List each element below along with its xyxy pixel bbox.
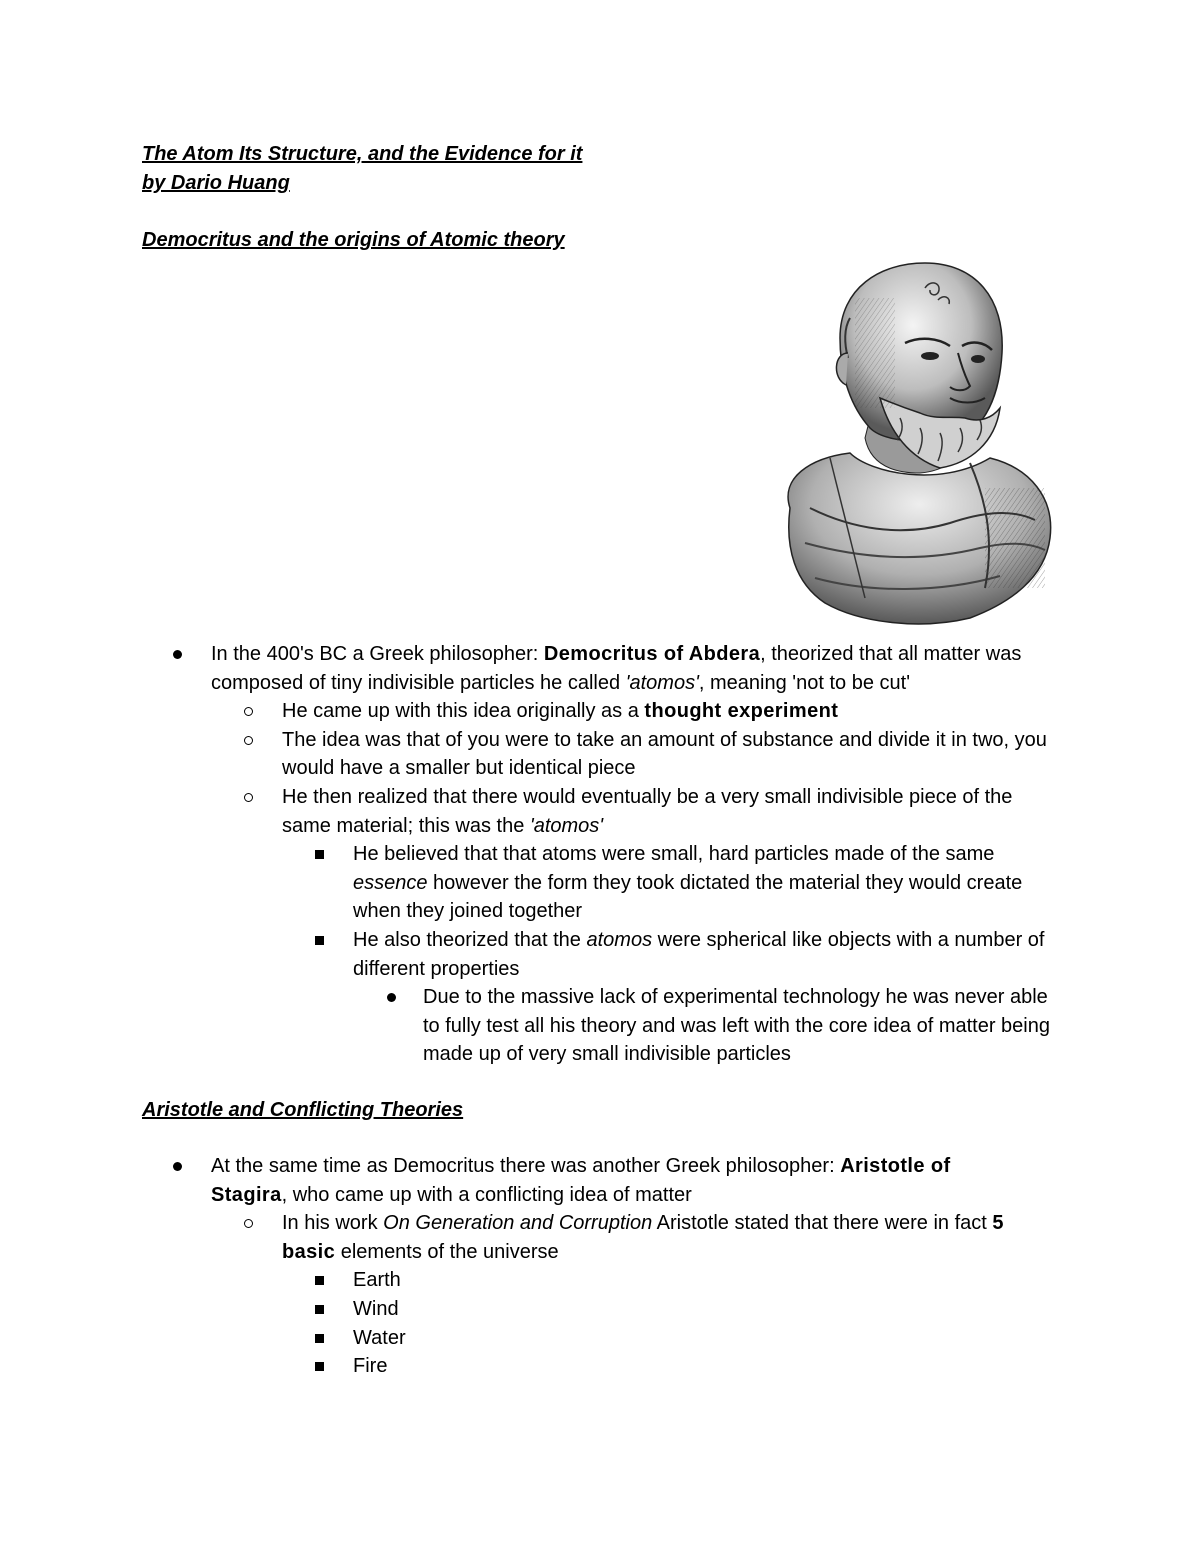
bullet-square-icon — [315, 1334, 324, 1343]
bullet-dot-icon — [173, 1162, 182, 1171]
bullet-dot-icon — [387, 993, 396, 1002]
list-item: In the 400's BC a Greek philosopher: Democritus of Abdera, theorized that all matter was composed of tiny indivisible particles he called 'atomos', meaning 'not to be cut' — [211, 640, 1061, 697]
list-item: At the same time as Democritus there was another Greek philosopher: Aristotle of Stagira, who came up with a conflicting idea of matter — [211, 1152, 1021, 1209]
list-item: He also theorized that the atomos were spherical like objects with a number of different properties — [353, 926, 1053, 983]
list-item: He believed that that atoms were small, hard particles made of the same essence however the form they took dictated the material they would create when they joined together — [353, 840, 1053, 926]
bullet-square-icon — [315, 1276, 324, 1285]
bullet-square-icon — [315, 936, 324, 945]
list-item: He came up with this idea originally as a thought experiment — [282, 697, 1062, 726]
bullet-circle-icon — [244, 793, 253, 802]
bullet-square-icon — [315, 1305, 324, 1314]
list-item: Earth — [353, 1266, 1053, 1295]
document-author: by Dario Huang — [142, 172, 290, 194]
bullet-square-icon — [315, 850, 324, 859]
list-item: Wind — [353, 1295, 1053, 1324]
list-item: The idea was that of you were to take an amount of substance and divide it in two, you would have a smaller but identical piece — [282, 726, 1062, 783]
list-item: Fire — [353, 1352, 1053, 1381]
bullet-circle-icon — [244, 1219, 253, 1228]
list-item: In his work On Generation and Corruption Aristotle stated that there were in fact 5 basic elements of the universe — [282, 1209, 1062, 1266]
democritus-portrait-image — [770, 258, 1060, 630]
list-item: Water — [353, 1324, 1053, 1353]
section-heading-aristotle: Aristotle and Conflicting Theories — [142, 1099, 464, 1121]
document-title: The Atom Its Structure, and the Evidence for it — [142, 143, 583, 165]
bullet-dot-icon — [173, 650, 182, 659]
aristotle-bullet-list — [0, 1152, 1062, 1381]
bullet-circle-icon — [244, 707, 253, 716]
section-heading-democritus: Democritus and the origins of Atomic theory — [142, 229, 565, 251]
list-item: He then realized that there would eventually be a very small indivisible piece of the same material; this was the 'atomos' — [282, 783, 1062, 840]
bullet-square-icon — [315, 1362, 324, 1371]
democritus-bullet-list — [0, 640, 1063, 1069]
list-item: Due to the massive lack of experimental technology he was never able to fully test all his theory and was left with the core idea of matter being made up of very small indivisible particles — [423, 983, 1063, 1069]
bullet-circle-icon — [244, 736, 253, 745]
